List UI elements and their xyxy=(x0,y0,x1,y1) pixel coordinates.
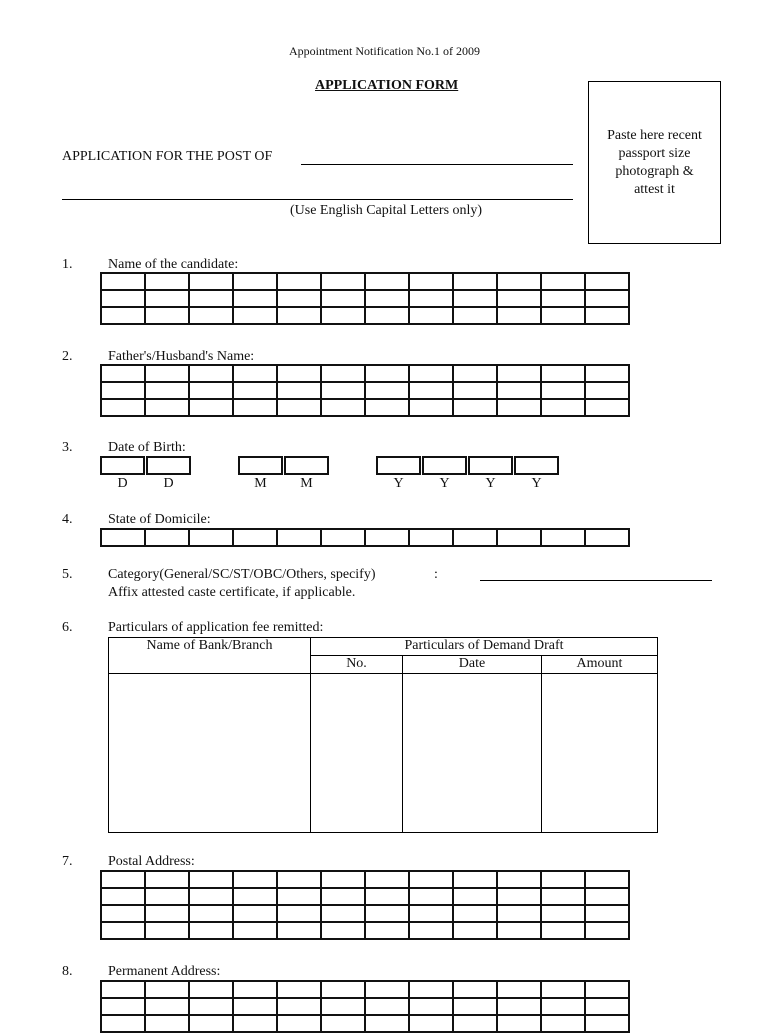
letter-box[interactable] xyxy=(585,905,629,922)
letter-box[interactable] xyxy=(585,922,629,939)
dob-month-label: M xyxy=(254,476,267,491)
grid-row xyxy=(101,871,629,888)
letter-box[interactable] xyxy=(365,871,409,888)
postal-address-label: Postal Address: xyxy=(108,854,195,869)
letter-box[interactable] xyxy=(321,399,365,416)
letter-box[interactable] xyxy=(321,922,365,939)
letter-box[interactable] xyxy=(233,871,277,888)
letter-box[interactable] xyxy=(409,888,453,905)
letter-box[interactable] xyxy=(453,307,497,324)
fee-header-no: No. xyxy=(311,656,403,674)
item-number-6: 6. xyxy=(62,620,73,635)
letter-box[interactable] xyxy=(101,981,145,998)
letter-box[interactable] xyxy=(497,529,541,546)
letter-box[interactable] xyxy=(101,307,145,324)
letter-box[interactable] xyxy=(145,905,189,922)
dob-year-box[interactable] xyxy=(422,456,467,475)
letter-box[interactable] xyxy=(277,998,321,1015)
letter-box[interactable] xyxy=(365,998,409,1015)
letter-box[interactable] xyxy=(585,871,629,888)
letter-box[interactable] xyxy=(453,998,497,1015)
letter-box[interactable] xyxy=(189,998,233,1015)
letter-box[interactable] xyxy=(101,529,145,546)
dob-month-box[interactable] xyxy=(238,456,283,475)
letter-box[interactable] xyxy=(409,399,453,416)
letter-box[interactable] xyxy=(189,529,233,546)
letter-box[interactable] xyxy=(233,905,277,922)
letter-box[interactable] xyxy=(277,307,321,324)
letter-box[interactable] xyxy=(541,871,585,888)
father-name-label: Father's/Husband's Name: xyxy=(108,349,255,364)
father-name-grid[interactable] xyxy=(100,364,630,417)
letter-box[interactable] xyxy=(277,365,321,382)
dob-month-box[interactable] xyxy=(284,456,329,475)
letter-box[interactable] xyxy=(145,529,189,546)
item-number-4: 4. xyxy=(62,512,73,527)
letter-box[interactable] xyxy=(145,922,189,939)
letter-box[interactable] xyxy=(453,871,497,888)
letter-box[interactable] xyxy=(145,981,189,998)
letter-box[interactable] xyxy=(101,888,145,905)
letter-box[interactable] xyxy=(233,307,277,324)
letter-box[interactable] xyxy=(453,905,497,922)
grid-row xyxy=(101,290,629,307)
domicile-grid[interactable] xyxy=(100,528,630,547)
letter-box[interactable] xyxy=(101,871,145,888)
post-label: APPLICATION FOR THE POST OF xyxy=(62,149,273,164)
letter-box[interactable] xyxy=(233,998,277,1015)
dob-year-label: Y xyxy=(531,476,542,491)
letter-box[interactable] xyxy=(321,382,365,399)
category-colon: : xyxy=(434,567,438,582)
letter-box[interactable] xyxy=(233,922,277,939)
letter-box[interactable] xyxy=(497,307,541,324)
letter-box[interactable] xyxy=(541,290,585,307)
letter-box[interactable] xyxy=(497,273,541,290)
permanent-address-grid[interactable] xyxy=(100,980,630,1033)
photo-box-text: Paste here recent passport size photograph & attest it xyxy=(607,127,702,197)
letter-box[interactable] xyxy=(321,290,365,307)
fee-amount-cell[interactable] xyxy=(542,674,658,833)
letter-box[interactable] xyxy=(453,365,497,382)
letter-box[interactable] xyxy=(277,399,321,416)
letter-box[interactable] xyxy=(409,365,453,382)
letter-box[interactable] xyxy=(277,888,321,905)
grid-row xyxy=(101,529,629,546)
letter-box[interactable] xyxy=(101,998,145,1015)
grid-row xyxy=(101,382,629,399)
letter-box[interactable] xyxy=(453,399,497,416)
dob-year-box[interactable] xyxy=(468,456,513,475)
letter-box[interactable] xyxy=(321,998,365,1015)
letter-box[interactable] xyxy=(541,382,585,399)
fee-header-amount: Amount xyxy=(542,656,658,674)
permanent-address-label: Permanent Address: xyxy=(108,964,221,979)
letter-box[interactable] xyxy=(321,273,365,290)
letter-box[interactable] xyxy=(321,365,365,382)
letter-box[interactable] xyxy=(101,905,145,922)
letter-box[interactable] xyxy=(145,382,189,399)
fee-no-cell[interactable] xyxy=(311,674,403,833)
item-number-8: 8. xyxy=(62,964,73,979)
letter-box[interactable] xyxy=(409,922,453,939)
letter-box[interactable] xyxy=(585,981,629,998)
letter-box[interactable] xyxy=(233,529,277,546)
letter-box[interactable] xyxy=(365,905,409,922)
letter-box[interactable] xyxy=(365,307,409,324)
letter-box[interactable] xyxy=(497,290,541,307)
letter-box[interactable] xyxy=(145,290,189,307)
letter-box[interactable] xyxy=(453,529,497,546)
letter-box[interactable] xyxy=(101,922,145,939)
letter-box[interactable] xyxy=(409,382,453,399)
letter-box[interactable] xyxy=(321,905,365,922)
dob-year-box[interactable] xyxy=(514,456,559,475)
dob-year-label: Y xyxy=(485,476,496,491)
letter-box[interactable] xyxy=(233,399,277,416)
letter-box[interactable] xyxy=(365,529,409,546)
post-field-line[interactable] xyxy=(301,164,573,165)
item-number-3: 3. xyxy=(62,440,73,455)
letter-box[interactable] xyxy=(453,273,497,290)
letter-box[interactable] xyxy=(497,888,541,905)
letter-box[interactable] xyxy=(541,905,585,922)
letter-box[interactable] xyxy=(189,871,233,888)
fee-table xyxy=(108,637,658,833)
letter-box[interactable] xyxy=(101,399,145,416)
letter-box[interactable] xyxy=(233,290,277,307)
letter-box[interactable] xyxy=(277,871,321,888)
letter-box[interactable] xyxy=(277,529,321,546)
letter-box[interactable] xyxy=(321,307,365,324)
domicile-label: State of Domicile: xyxy=(108,512,211,527)
item-number-1: 1. xyxy=(62,257,73,272)
letter-box[interactable] xyxy=(497,382,541,399)
letter-box[interactable] xyxy=(365,290,409,307)
letter-box[interactable] xyxy=(541,529,585,546)
letter-box[interactable] xyxy=(145,307,189,324)
letter-box[interactable] xyxy=(585,365,629,382)
grid-row xyxy=(101,922,629,939)
letter-box[interactable] xyxy=(101,365,145,382)
letter-box[interactable] xyxy=(409,273,453,290)
item-number-2: 2. xyxy=(62,349,73,364)
letter-box[interactable] xyxy=(277,290,321,307)
item-number-7: 7. xyxy=(62,854,73,869)
letter-box[interactable] xyxy=(585,382,629,399)
grid-row xyxy=(101,273,629,290)
letter-box[interactable] xyxy=(365,888,409,905)
letter-box[interactable] xyxy=(189,365,233,382)
letter-box[interactable] xyxy=(585,888,629,905)
letter-box[interactable] xyxy=(453,382,497,399)
letter-box[interactable] xyxy=(541,365,585,382)
letter-box[interactable] xyxy=(277,905,321,922)
letter-box[interactable] xyxy=(321,871,365,888)
fee-bank-cell[interactable] xyxy=(109,674,311,833)
dob-year-label: Y xyxy=(439,476,450,491)
fee-date-cell[interactable] xyxy=(403,674,542,833)
grid-row xyxy=(101,998,629,1015)
letter-box[interactable] xyxy=(585,307,629,324)
fee-header-dd: Particulars of Demand Draft xyxy=(311,638,658,656)
letter-box[interactable] xyxy=(321,981,365,998)
letter-box[interactable] xyxy=(365,273,409,290)
dob-month-label: M xyxy=(300,476,313,491)
name-label: Name of the candidate: xyxy=(108,257,239,272)
grid-row xyxy=(101,888,629,905)
letter-box[interactable] xyxy=(585,998,629,1015)
dob-day-box[interactable] xyxy=(146,456,191,475)
category-label: Category(General/SC/ST/OBC/Others, specify) xyxy=(108,567,376,582)
letter-box[interactable] xyxy=(365,382,409,399)
letter-box[interactable] xyxy=(497,981,541,998)
letter-box[interactable] xyxy=(453,922,497,939)
letter-box[interactable] xyxy=(585,273,629,290)
dob-day-label: D xyxy=(163,476,174,491)
dob-year-label: Y xyxy=(393,476,404,491)
letter-box[interactable] xyxy=(277,273,321,290)
letter-box[interactable] xyxy=(541,981,585,998)
letter-box[interactable] xyxy=(409,981,453,998)
letter-box[interactable] xyxy=(145,888,189,905)
dob-day-box[interactable] xyxy=(100,456,145,475)
letter-box[interactable] xyxy=(409,905,453,922)
letter-box[interactable] xyxy=(541,399,585,416)
letter-box[interactable] xyxy=(497,399,541,416)
letter-box[interactable] xyxy=(453,981,497,998)
letter-box[interactable] xyxy=(585,399,629,416)
letter-box[interactable] xyxy=(233,382,277,399)
category-note: Affix attested caste certificate, if applicable. xyxy=(108,585,356,600)
letter-box[interactable] xyxy=(233,273,277,290)
letter-box[interactable] xyxy=(189,273,233,290)
letter-box[interactable] xyxy=(497,365,541,382)
letter-box[interactable] xyxy=(189,922,233,939)
letter-box[interactable] xyxy=(453,290,497,307)
letter-box[interactable] xyxy=(145,871,189,888)
category-field-line[interactable] xyxy=(480,580,712,581)
letter-box[interactable] xyxy=(189,981,233,998)
letter-box[interactable] xyxy=(541,307,585,324)
letter-box[interactable] xyxy=(365,922,409,939)
fee-label: Particulars of application fee remitted: xyxy=(108,620,324,635)
letter-box[interactable] xyxy=(365,981,409,998)
grid-row xyxy=(101,307,629,324)
grid-row xyxy=(101,399,629,416)
letter-box[interactable] xyxy=(497,922,541,939)
letter-box[interactable] xyxy=(233,981,277,998)
letter-box[interactable] xyxy=(189,399,233,416)
letter-box[interactable] xyxy=(189,905,233,922)
post-note: (Use English Capital Letters only) xyxy=(290,203,483,218)
letter-box[interactable] xyxy=(541,922,585,939)
letter-box[interactable] xyxy=(585,529,629,546)
postal-address-grid[interactable] xyxy=(100,870,630,940)
post-field-line-2[interactable] xyxy=(62,199,573,200)
letter-box[interactable] xyxy=(101,290,145,307)
letter-box[interactable] xyxy=(541,888,585,905)
letter-box[interactable] xyxy=(189,382,233,399)
fee-header-date: Date xyxy=(403,656,542,674)
letter-box[interactable] xyxy=(145,273,189,290)
dob-year-box[interactable] xyxy=(376,456,421,475)
letter-box[interactable] xyxy=(277,922,321,939)
letter-box[interactable] xyxy=(145,365,189,382)
letter-box[interactable] xyxy=(145,399,189,416)
grid-row xyxy=(101,981,629,998)
form-title: APPLICATION FORM xyxy=(315,78,459,93)
letter-box[interactable] xyxy=(233,365,277,382)
letter-box[interactable] xyxy=(321,888,365,905)
item-number-5: 5. xyxy=(62,567,73,582)
letter-box[interactable] xyxy=(409,290,453,307)
dob-day-label: D xyxy=(117,476,128,491)
letter-box[interactable] xyxy=(189,307,233,324)
letter-box[interactable] xyxy=(541,998,585,1015)
dob-label: Date of Birth: xyxy=(108,440,186,455)
letter-box[interactable] xyxy=(541,273,585,290)
letter-box[interactable] xyxy=(101,382,145,399)
letter-box[interactable] xyxy=(189,888,233,905)
photo-box xyxy=(588,81,721,244)
letter-box[interactable] xyxy=(365,365,409,382)
letter-box[interactable] xyxy=(145,998,189,1015)
letter-box[interactable] xyxy=(497,905,541,922)
letter-box[interactable] xyxy=(453,888,497,905)
letter-box[interactable] xyxy=(101,273,145,290)
letter-box[interactable] xyxy=(409,998,453,1015)
name-grid[interactable] xyxy=(100,272,630,325)
letter-box[interactable] xyxy=(321,529,365,546)
letter-box[interactable] xyxy=(277,981,321,998)
grid-row xyxy=(101,905,629,922)
letter-box[interactable] xyxy=(233,888,277,905)
letter-box[interactable] xyxy=(409,871,453,888)
letter-box[interactable] xyxy=(497,998,541,1015)
notification-number: Appointment Notification No.1 of 2009 xyxy=(289,44,480,58)
letter-box[interactable] xyxy=(189,290,233,307)
letter-box[interactable] xyxy=(409,529,453,546)
fee-header-bank: Name of Bank/Branch xyxy=(109,638,311,674)
letter-box[interactable] xyxy=(585,290,629,307)
letter-box[interactable] xyxy=(365,399,409,416)
grid-row xyxy=(101,365,629,382)
letter-box[interactable] xyxy=(409,307,453,324)
letter-box[interactable] xyxy=(277,382,321,399)
letter-box[interactable] xyxy=(497,871,541,888)
